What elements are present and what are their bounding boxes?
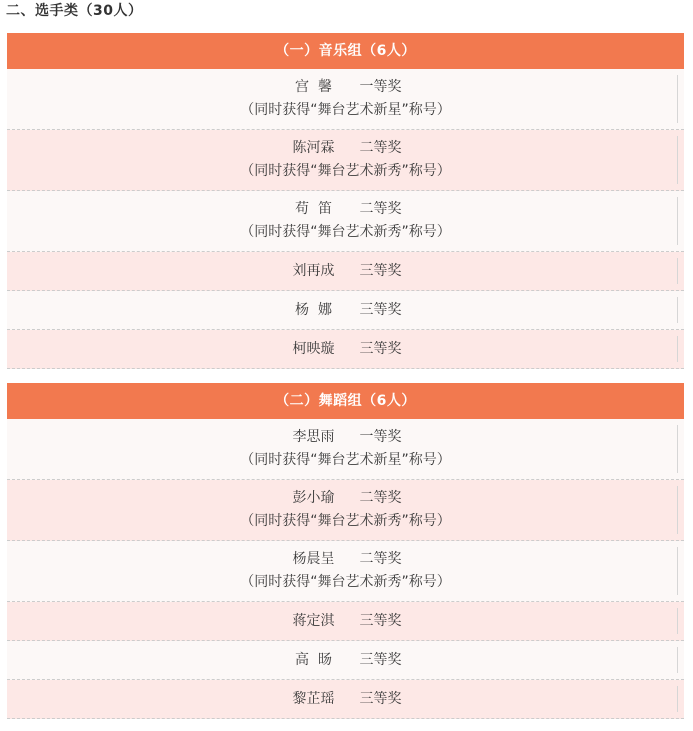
- award-level: 三等奖: [359, 262, 402, 279]
- list-item: [7, 330, 684, 369]
- honor-note: （同时获得“舞台艺术新星”称号）: [240, 102, 451, 118]
- award-level: 二等奖: [359, 140, 402, 156]
- award-level: 一等奖: [359, 429, 402, 445]
- honor-note: （同时获得“舞台艺术新秀”称号）: [240, 163, 451, 179]
- winner-name: 彭小瑜: [292, 490, 335, 506]
- award-level: 三等奖: [359, 612, 402, 629]
- award-level: 一等奖: [359, 79, 402, 95]
- list-item: [7, 641, 684, 680]
- honor-note: （同时获得“舞台艺术新秀”称号）: [240, 513, 451, 529]
- music-group: [7, 33, 684, 369]
- list-item: [7, 291, 684, 330]
- winner-name: 宫 馨: [295, 79, 332, 95]
- winner-name: 刘再成: [292, 262, 335, 279]
- award-level: 三等奖: [359, 301, 402, 318]
- honor-note: （同时获得“舞台艺术新星”称号）: [240, 452, 451, 468]
- list-item: [7, 191, 684, 252]
- winner-name: 柯映璇: [292, 340, 335, 357]
- winner-name: 李思雨: [292, 429, 335, 445]
- winner-name: 陈河霖: [292, 140, 335, 156]
- winner-name: 高 旸: [295, 651, 332, 668]
- award-level: 二等奖: [359, 551, 402, 567]
- list-item: [7, 541, 684, 602]
- winner-name: 苟 笛: [295, 201, 332, 217]
- honor-note: （同时获得“舞台艺术新秀”称号）: [240, 574, 451, 590]
- list-item: [7, 419, 684, 480]
- winner-name: 黎芷瑶: [292, 690, 335, 707]
- list-item: [7, 69, 684, 130]
- list-item: [7, 480, 684, 541]
- award-level: 三等奖: [359, 690, 402, 707]
- award-level: 三等奖: [359, 651, 402, 668]
- honor-note: （同时获得“舞台艺术新秀”称号）: [240, 224, 451, 240]
- winner-name: 蒋定淇: [292, 612, 335, 629]
- section-title: 二、选手类（30人）: [6, 3, 143, 19]
- list-item: [7, 252, 684, 291]
- award-level: 三等奖: [359, 340, 402, 357]
- winner-name: 杨晨呈: [292, 551, 335, 567]
- award-level: 二等奖: [359, 201, 402, 217]
- award-level: 二等奖: [359, 490, 402, 506]
- dance-group: [7, 383, 684, 719]
- list-item: [7, 680, 684, 719]
- group-header: （一）音乐组（6人）: [7, 33, 684, 69]
- list-item: [7, 130, 684, 191]
- winner-name: 杨 娜: [295, 301, 332, 318]
- list-item: [7, 602, 684, 641]
- group-header: （二）舞蹈组（6人）: [7, 383, 684, 419]
